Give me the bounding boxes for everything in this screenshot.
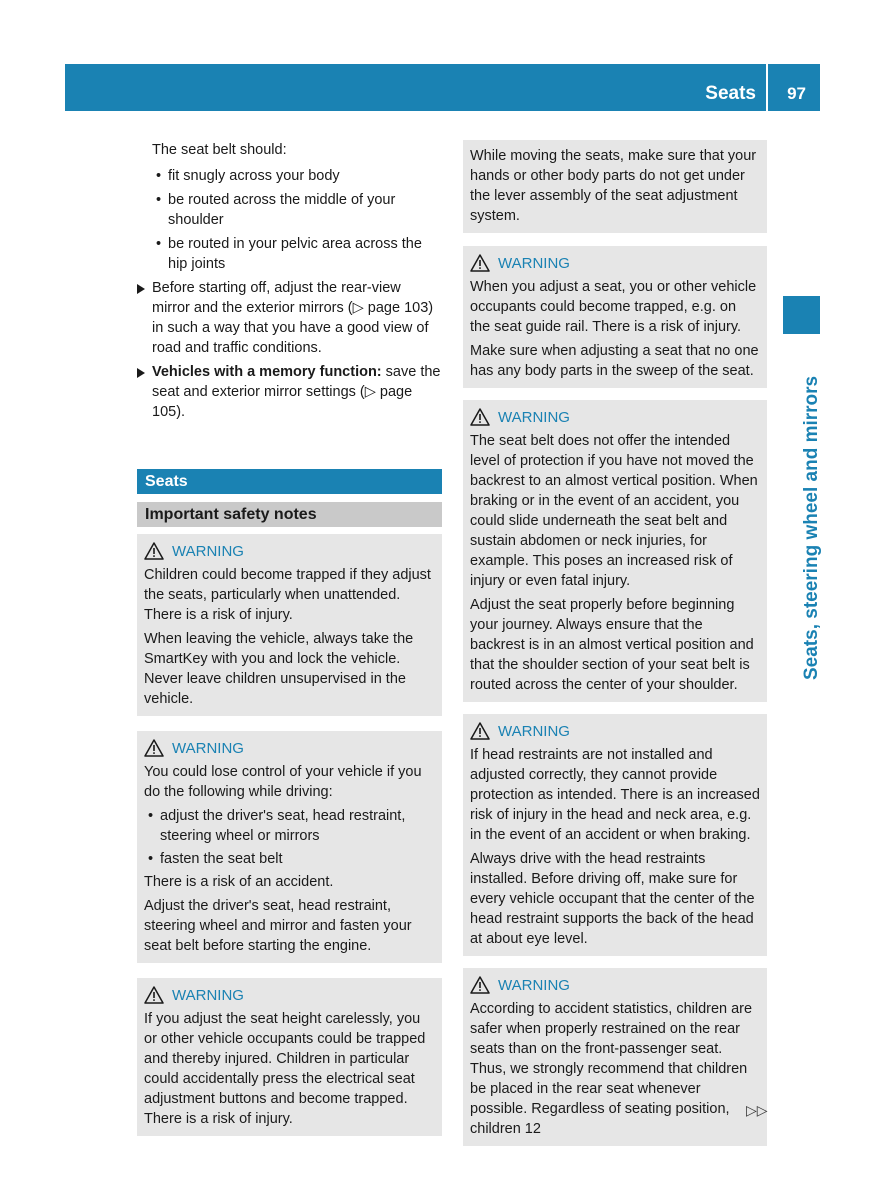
list-item: • be routed in your pelvic area across the hip joints: [152, 234, 442, 274]
warning-triangle-icon: [470, 254, 490, 272]
warning-text: According to accident statistics, children are safer when properly restrained on the rear seats than on the front-passenger seat. Thus, we strongly recommend that children be placed in the rear seat whenever possible. Regardless of seating position, children 12: [470, 1001, 753, 1137]
warning-triangle-icon: [470, 722, 490, 740]
warning-header: [144, 984, 435, 1006]
header-divider: [766, 64, 768, 111]
step-bold-label: Vehicles with a memory function:: [152, 364, 382, 380]
warning-box: [463, 400, 767, 702]
left-column: [137, 140, 442, 1136]
warning-box: [137, 534, 442, 716]
step-text: save the seat and exterior mirror settings (▷ page 105).: [152, 364, 441, 420]
chapter-tab-marker: [783, 296, 820, 334]
warning-triangle-icon: [144, 739, 164, 757]
list-item: • be routed across the middle of your shoulder: [152, 190, 442, 230]
list-item: • fasten the seat belt: [144, 849, 435, 869]
list-item: • fit snugly across your body: [152, 166, 442, 186]
warning-box: [137, 978, 442, 1136]
warning-text: When you adjust a seat, you or other vehicle occupants could become trapped, e.g. on the seat guide rail. There is a risk of injury.: [470, 279, 757, 335]
continued-marker: ▷▷: [746, 1102, 768, 1118]
warning-label: WARNING: [498, 254, 570, 272]
warning-header: [144, 737, 435, 759]
chapter-title: Seats, steering wheel and mirrors: [801, 375, 822, 680]
warning-triangle-icon: [470, 976, 490, 994]
warning-label: WARNING: [172, 739, 244, 757]
warning-text: Adjust the driver's seat, head restraint, steering wheel and mirror and fasten your seat belt before starting the engine.: [144, 898, 412, 954]
warning-triangle-icon: [144, 542, 164, 560]
warning-header: [470, 252, 760, 274]
warning-text: The seat belt does not offer the intended level of protection if you have not moved the backrest to an almost vertical position. When braking or in the event of an accident, you could slide underneath the seat belt and sustain abdomen or neck injuries, for example. This poses an increased risk of injury or even fatal injury.: [470, 433, 758, 589]
warning-label: WARNING: [172, 986, 244, 1004]
section-heading: Seats: [137, 469, 442, 494]
page-number: 97: [787, 84, 806, 103]
section-title: Seats: [705, 83, 756, 104]
warning-label: WARNING: [498, 408, 570, 426]
instruction-step: [137, 362, 442, 422]
warning-bullet-list: [144, 806, 435, 869]
page-header: [65, 64, 820, 111]
warning-text: When leaving the vehicle, always take the SmartKey with you and lock the vehicle. Never leave children unsupervised in the vehicle.: [144, 631, 414, 707]
subsection-heading: Important safety notes: [137, 502, 442, 527]
warning-text: Children could become trapped if they adjust the seats, particularly when unattended. There is a risk of injury.: [144, 567, 431, 623]
warning-triangle-icon: [144, 986, 164, 1004]
warning-label: WARNING: [498, 976, 570, 994]
warning-text: You could lose control of your vehicle if you do the following while driving:: [144, 764, 422, 800]
seat-belt-intro: The seat belt should:: [152, 142, 287, 158]
warning-text: Always drive with the head restraints installed. Before driving off, make sure for every vehicle occupant that the center of the head restraint supports the back of the head at about eye level.: [470, 851, 755, 947]
warning-header: [144, 540, 435, 562]
warning-header: [470, 720, 760, 742]
warning-text: If head restraints are not installed and adjusted correctly, they cannot provide protection as intended. There is an increased risk of injury in the head and neck area, e.g. in the event of an accident or when braking.: [470, 747, 760, 843]
step-arrow-icon: [137, 284, 145, 294]
step-arrow-icon: [137, 368, 145, 378]
step-text: Before starting off, adjust the rear-view mirror and the exterior mirrors (▷ page 103) in such a way that you have a good view of road and traffic conditions.: [152, 280, 434, 356]
warning-header: [470, 974, 760, 996]
warning-text: There is a risk of an accident.: [144, 874, 334, 890]
warning-box: [463, 968, 767, 1146]
warning-text: Adjust the seat properly before beginning your journey. Always ensure that the backrest is in an almost vertical position and that the shoulder section of your seat belt is routed across the center of your shoulder.: [470, 597, 754, 693]
right-column: [463, 140, 767, 1146]
warning-label: WARNING: [172, 542, 244, 560]
warning-text: Make sure when adjusting a seat that no one has any body parts in the sweep of the seat.: [470, 343, 759, 379]
note-box: [463, 140, 767, 233]
seat-belt-bullet-list: [152, 166, 442, 274]
warning-text: If you adjust the seat height carelessly, you or other vehicle occupants could be trapped and thereby injured. Children in particular could accidentally press the electrical seat adjustment buttons and become trapped. There is a risk of injury.: [144, 1011, 426, 1127]
warning-box: [463, 246, 767, 388]
instruction-step: [137, 278, 442, 358]
list-item: • adjust the driver's seat, head restraint, steering wheel or mirrors: [144, 806, 435, 846]
warning-header: [470, 406, 760, 428]
warning-box: [137, 731, 442, 963]
warning-triangle-icon: [470, 408, 490, 426]
warning-box: [463, 714, 767, 956]
note-text: While moving the seats, make sure that your hands or other body parts do not get under the lever assembly of the seat adjustment system.: [470, 148, 757, 224]
warning-label: WARNING: [498, 722, 570, 740]
